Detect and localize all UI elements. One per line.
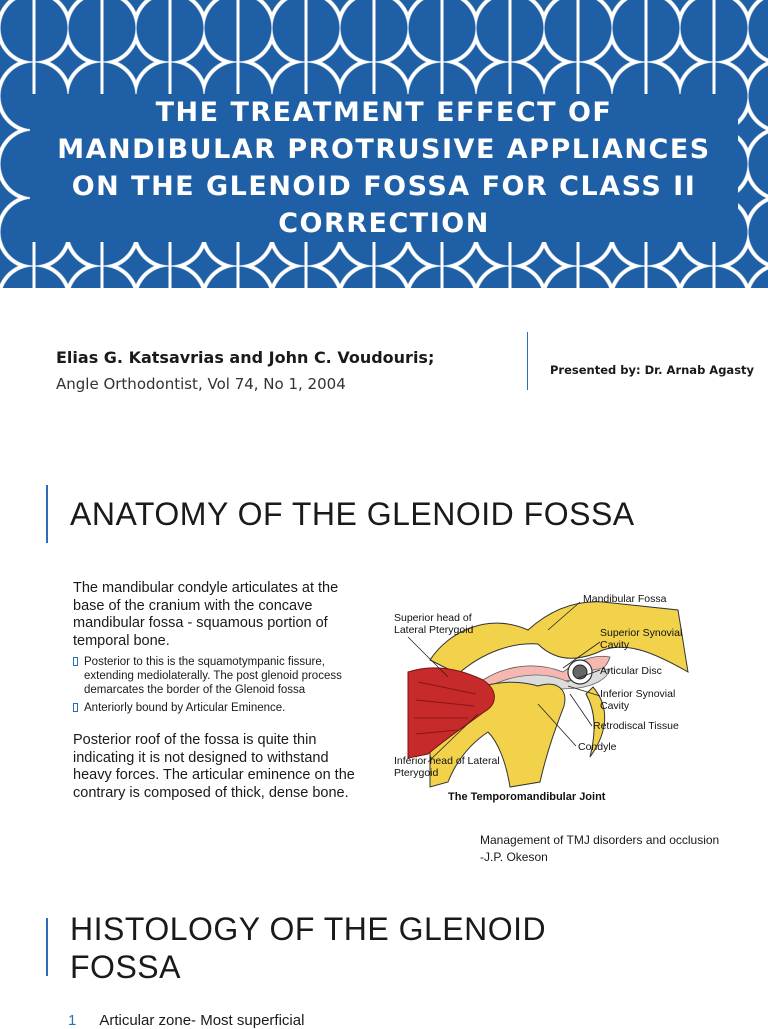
heading-line: HISTOLOGY OF THE GLENOID (70, 911, 547, 947)
bullet-icon (73, 703, 78, 712)
bullet-text: Anteriorly bound by Articular Eminence. (84, 702, 286, 714)
list-text: Articular zone- Most superficial (99, 1012, 305, 1029)
tmj-diagram (388, 582, 708, 807)
slide-heading (70, 910, 546, 986)
heading-accent-bar (46, 485, 48, 543)
bullet-list (73, 655, 373, 719)
heading-accent-bar (46, 918, 48, 976)
presenter: Presented by: Dr. Arnab Agasty (550, 363, 755, 377)
title-banner (0, 0, 768, 288)
journal-citation: Angle Orthodontist, Vol 74, No 1, 2004 (56, 375, 346, 393)
list-number: 1 (68, 1012, 77, 1029)
label-superior-synovial: Superior Synovial Cavity (600, 627, 683, 651)
list-item (73, 655, 373, 697)
slide-heading: ANATOMY OF THE GLENOID FOSSA (70, 496, 635, 532)
presentation-title: THE TREATMENT EFFECT OF MANDIBULAR PROTRUSIVE APPLIANCES ON THE GLENOID FOSSA FOR CLASS II CORRECTION (30, 94, 738, 242)
label-condyle: Condyle (578, 741, 617, 753)
bullet-icon (73, 657, 78, 666)
label-inferior-synovial: Inferior Synovial Cavity (600, 688, 676, 712)
diagram-caption: The Temporomandibular Joint (448, 791, 606, 803)
intro-paragraph: The mandibular condyle articulates at the base of the cranium with the concave mandibular fossa - squamous portion of temporal bone. (73, 580, 339, 649)
label-articular-disc: Articular Disc (600, 665, 662, 677)
list-item (68, 1012, 304, 1029)
bullet-text: Posterior to this is the squamotympanic fissure, extending mediolaterally. The post glenoid process demarcates the border of the Glenoid fossa (84, 656, 342, 696)
reference (480, 832, 719, 866)
label-inferior-head: Inferior head of Lateral Pterygoid (394, 755, 500, 779)
body-paragraph: Posterior roof of the fossa is quite thin indicating it is not designed to withstand heavy forces. The articular eminence on the contrary is composed of thick, dense bone. (73, 732, 355, 801)
reference-title: Management of TMJ disorders and occlusion (480, 833, 720, 847)
reference-author: -J.P. Okeson (480, 850, 548, 864)
numbered-list (68, 1012, 304, 1029)
list-item (73, 701, 373, 715)
heading-line: FOSSA (70, 949, 181, 985)
label-mandibular-fossa: Mandibular Fossa (583, 593, 667, 605)
label-superior-head: Superior head of Lateral Pterygoid (394, 612, 474, 636)
authors: Elias G. Katsavrias and John C. Voudouris; (56, 348, 435, 367)
label-retrodiscal: Retrodiscal Tissue (593, 720, 679, 732)
divider (527, 332, 528, 390)
